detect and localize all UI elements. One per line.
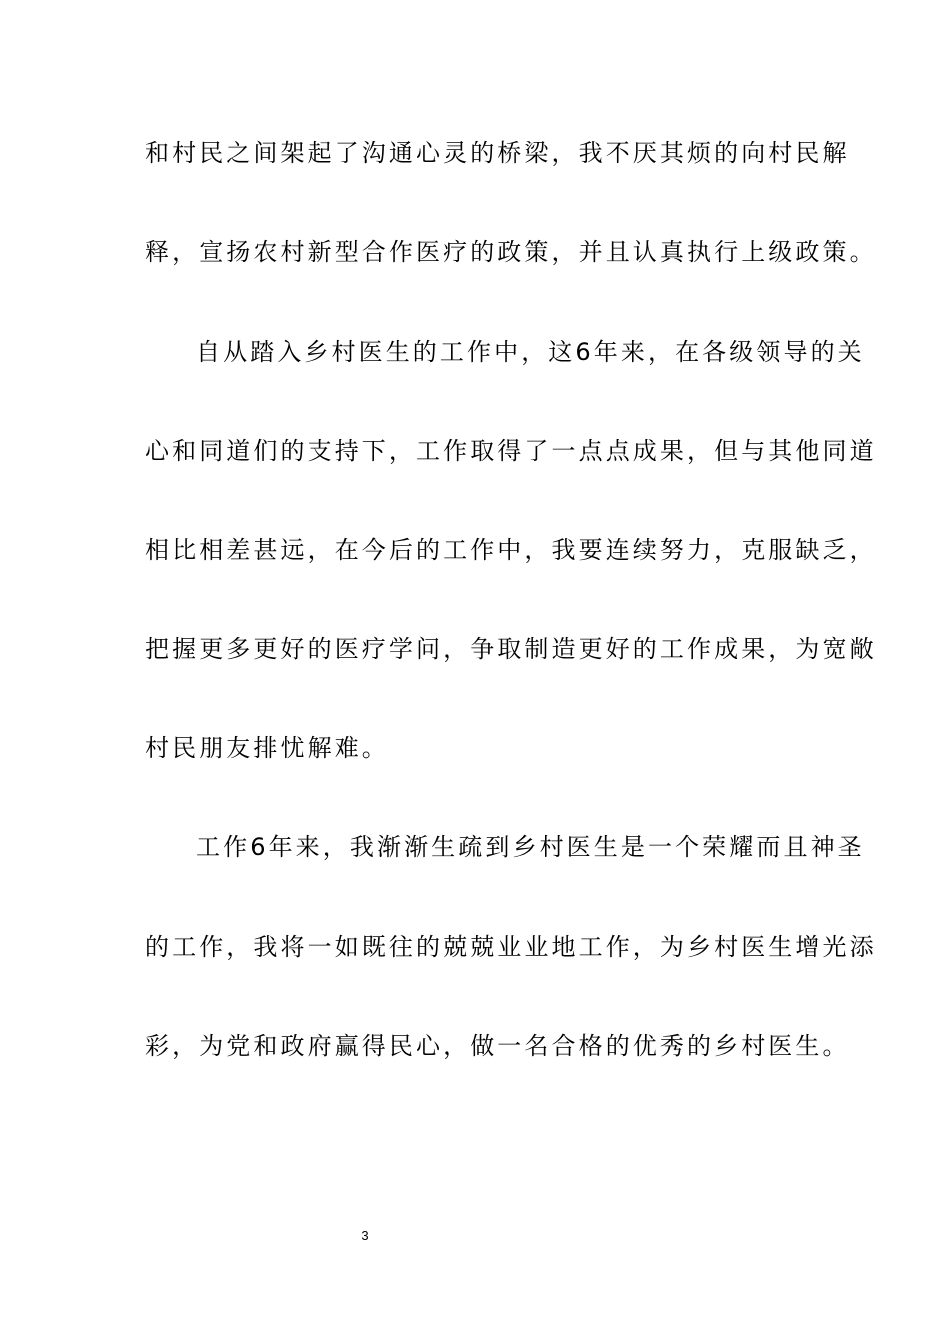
paragraph-line: 村民朋友排忧解难。 xyxy=(145,734,389,762)
paragraph-line: 自从踏入乡村医生的工作中，这6年来，在各级领导的关 xyxy=(196,338,865,366)
paragraph-line: 彩，为党和政府赢得民心，做一名合格的优秀的乡村医生。 xyxy=(145,1032,850,1060)
page-number: 3 xyxy=(361,1228,369,1243)
paragraph-line: 和村民之间架起了沟通心灵的桥梁，我不厌其烦的向村民解 xyxy=(145,139,850,167)
paragraph-line: 心和同道们的支持下，工作取得了一点点成果，但与其他同道 xyxy=(145,437,877,465)
paragraph-line: 释，宣扬农村新型合作医疗的政策，并且认真执行上级政策。 xyxy=(145,238,877,266)
paragraph-line: 工作6年来，我渐渐生疏到乡村医生是一个荣耀而且神圣 xyxy=(196,833,865,861)
paragraph-line: 相比相差甚远，在今后的工作中，我要连续努力，克服缺乏， xyxy=(145,536,877,564)
paragraph-line: 把握更多更好的医疗学问，争取制造更好的工作成果，为宽敞 xyxy=(145,635,877,663)
paragraph-line: 的工作，我将一如既往的兢兢业业地工作，为乡村医生增光添 xyxy=(145,933,877,961)
